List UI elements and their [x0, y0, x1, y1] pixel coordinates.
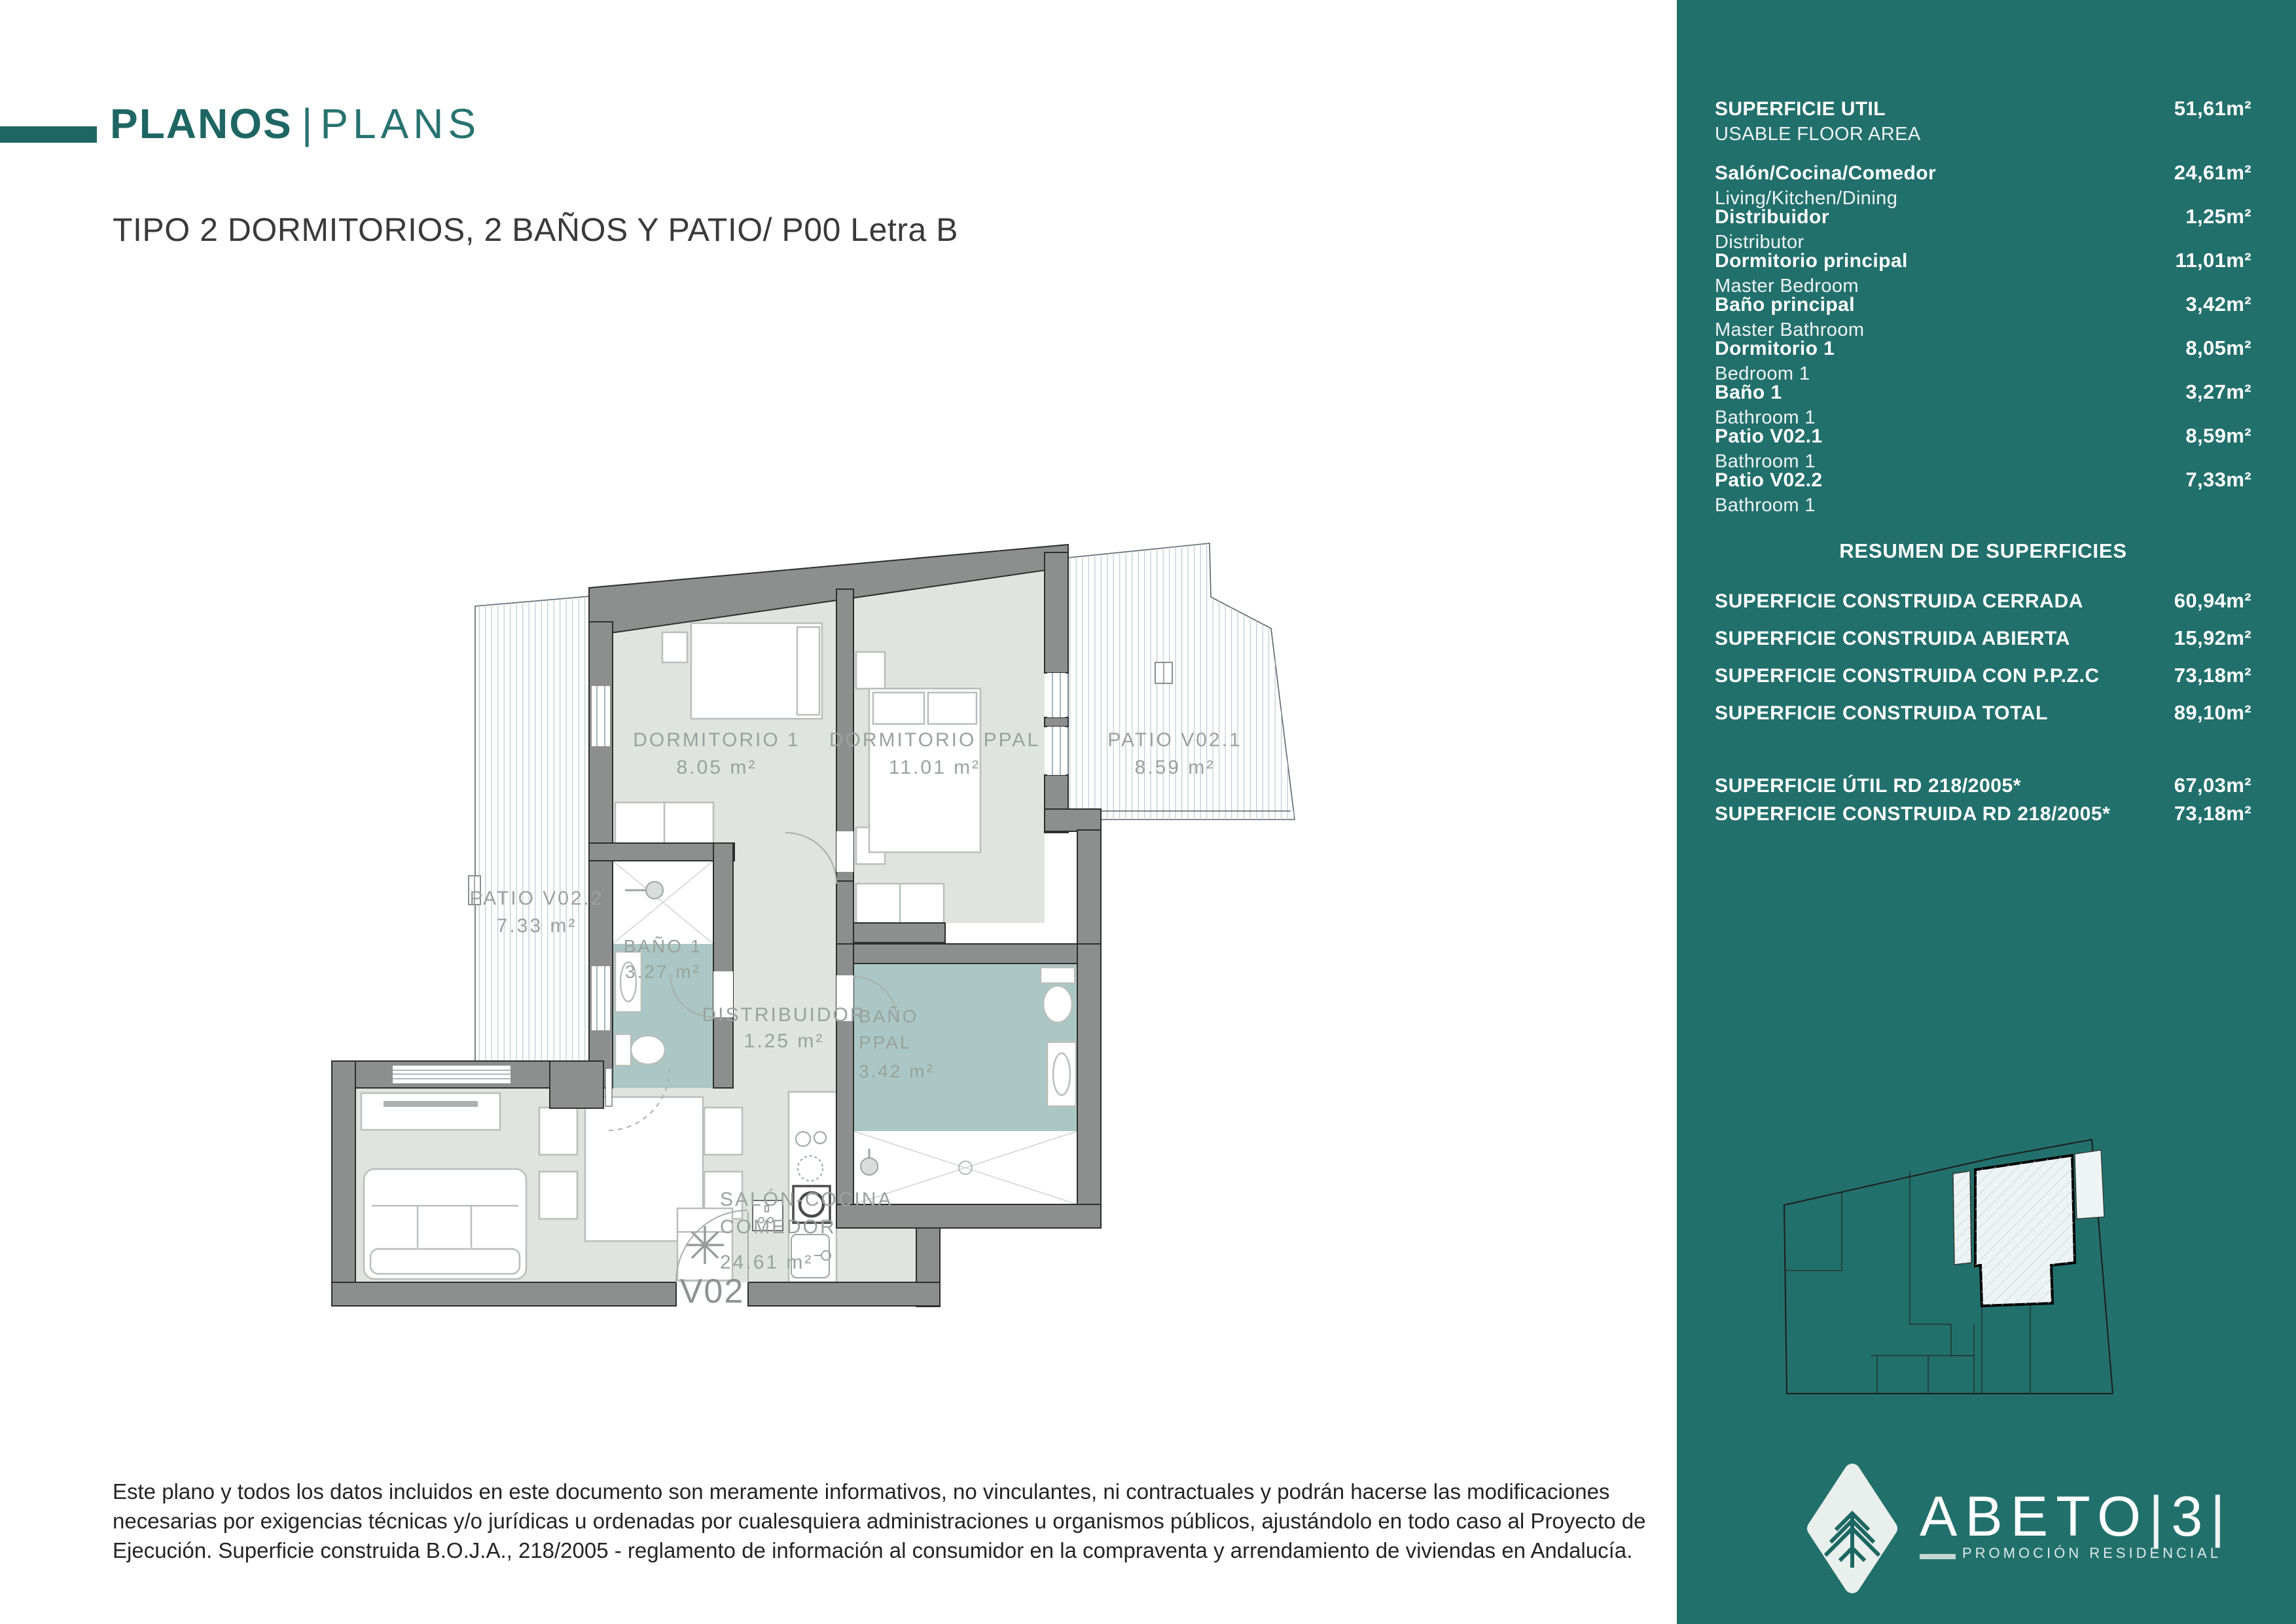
room-value: 3,42m²	[2185, 293, 2251, 316]
label-bano-1: BAÑO 1	[623, 936, 703, 956]
label-bano-ppal-area: 3.42 m²	[859, 1061, 935, 1081]
room-value: 1,25m²	[2185, 205, 2251, 228]
usable-area-sublabel: USABLE FLOOR AREA	[1715, 124, 1921, 145]
summary-value: 15,92m²	[2174, 626, 2251, 649]
room-sublabel: Master Bedroom	[1715, 276, 1859, 297]
shower-head-icon	[646, 882, 663, 899]
room-label: Salón/Cocina/Comedor	[1715, 162, 1937, 184]
room-sublabel: Bathroom 1	[1715, 451, 1816, 472]
room-value: 8,59m²	[2185, 424, 2251, 447]
room-label: Patio V02.1	[1715, 425, 1823, 447]
rd-label: SUPERFICIE ÚTIL RD 218/2005*	[1715, 775, 2022, 797]
logo-bar-2: |	[2210, 1485, 2233, 1548]
label-patio-v02-1: PATIO V02.1	[1107, 729, 1242, 751]
room-row	[1715, 293, 2251, 341]
logo-bar-1: |	[2148, 1485, 2172, 1548]
label-distribuidor-area: 1.25 m²	[744, 1030, 825, 1052]
label-patio-v02-2-area: 7.33 m²	[496, 915, 577, 937]
room-sublabel: Bathroom 1	[1715, 407, 1816, 428]
room-row	[1715, 380, 2251, 429]
summary-row	[1715, 626, 2251, 650]
room-row	[1715, 161, 2251, 209]
room-sublabel: Bathroom 1	[1715, 495, 1816, 516]
label-dormitorio-1-area: 8.05 m²	[676, 757, 757, 778]
disclaimer-line-3: Ejecución. Superficie construida B.O.J.A., 218/2005 - reglamento de información al consumidor en la compraventa y arrendamiento de viviendas en Andalucía.	[113, 1538, 1633, 1562]
room-sublabel: Bedroom 1	[1715, 363, 1810, 384]
floor-plan-svg	[196, 517, 1374, 1335]
sidebar	[1677, 0, 2296, 1624]
logo-brand: ABETO	[1920, 1485, 2149, 1548]
rd-label: SUPERFICIE CONSTRUIDA RD 218/2005*	[1715, 803, 2111, 825]
site-location-diagram	[1779, 1106, 2149, 1399]
room-value: 24,61m²	[2174, 161, 2251, 184]
label-salon-2: COMEDOR	[720, 1216, 836, 1238]
label-salon-area: 24.61 m²	[720, 1252, 814, 1273]
usable-area-row	[1715, 97, 2251, 145]
logo-rule	[1920, 1554, 1956, 1559]
room-value: 7,33m²	[2185, 468, 2251, 491]
label-window-v02: V02	[679, 1272, 745, 1310]
summary-title: RESUMEN DE SUPERFICIES	[1839, 539, 2127, 562]
room-sublabel: Living/Kitchen/Dining	[1715, 188, 1898, 209]
room-value: 11,01m²	[2175, 249, 2251, 272]
summary-label: SUPERFICIE CONSTRUIDA CERRADA	[1715, 590, 2083, 612]
logo-tagline: PROMOCIÓN RESIDENCIAL	[1962, 1545, 2221, 1561]
abeto-logo-text	[1920, 1485, 2233, 1549]
room-value: 3,27m²	[2185, 380, 2251, 403]
abeto-logo-icon	[1803, 1460, 1901, 1597]
room-distribuidor	[733, 861, 836, 1088]
summary-label: SUPERFICIE CONSTRUIDA TOTAL	[1715, 702, 2048, 724]
brand-accent-bar	[0, 126, 97, 143]
summary-label: SUPERFICIE CONSTRUIDA ABIERTA	[1715, 628, 2070, 649]
label-patio-v02-2: PATIO V02.2	[469, 888, 604, 909]
room-row	[1715, 249, 2251, 297]
label-dormitorio-ppal-area: 11.01 m²	[888, 757, 981, 778]
patio-v02-2	[469, 596, 597, 1061]
room-row	[1715, 336, 2251, 385]
label-bano-ppal-1: BAÑO	[859, 1006, 919, 1026]
summary-row	[1715, 664, 2251, 687]
page-title: TIPO 2 DORMITORIOS, 2 BAÑOS Y PATIO/ P00 Letra B	[113, 211, 958, 248]
summary-label: SUPERFICIE CONSTRUIDA CON P.P.Z.C	[1715, 665, 2100, 687]
label-salon-1: SALÓN-COCINA	[720, 1189, 893, 1210]
label-bano-ppal-2: PPAL	[859, 1032, 912, 1053]
room-label: Distribuidor	[1715, 206, 1829, 228]
rd-row	[1715, 802, 2251, 825]
label-dormitorio-1: DORMITORIO 1	[633, 729, 800, 751]
summary-value: 73,18m²	[2174, 664, 2251, 687]
room-sublabel: Distributor	[1715, 232, 1804, 253]
brand-plans: PLANS	[320, 100, 481, 147]
summary-value: 60,94m²	[2174, 589, 2251, 612]
label-dormitorio-ppal: DORMITORIO PPAL	[829, 729, 1041, 751]
room-row	[1715, 468, 2251, 516]
summary-value: 89,10m²	[2174, 701, 2251, 724]
room-label: Patio V02.2	[1715, 469, 1823, 491]
room-value: 8,05m²	[2185, 336, 2251, 359]
room-label: Baño 1	[1715, 382, 1782, 403]
label-patio-v02-1-area: 8.59 m²	[1134, 757, 1215, 778]
disclaimer-line-1: Este plano y todos los datos incluidos en este documento son meramente informativos, no vinculantes, ni contractuales y podrán hacerse las modificaciones	[113, 1479, 1610, 1504]
logo-number: 3	[2171, 1485, 2211, 1548]
room-label: Dormitorio 1	[1715, 338, 1835, 359]
room-row	[1715, 424, 2251, 473]
label-distribuidor: DISTRIBUIDOR	[702, 1004, 867, 1026]
room-label: Baño principal	[1715, 294, 1855, 316]
room-sublabel: Master Bathroom	[1715, 319, 1865, 340]
shower-head-icon	[861, 1158, 878, 1175]
label-bano-1-area: 3.27 m²	[625, 962, 701, 982]
rd-value: 67,03m²	[2174, 774, 2251, 797]
brand-separator: |	[301, 100, 314, 147]
disclaimer-line-2: necesarias por exigencias técnicas y/o jurídicas u ordenadas por cualesquiera administraciones u organismos públicos, ajustándolo en todo caso al Proyecto de	[113, 1509, 1646, 1533]
rd-value: 73,18m²	[2174, 802, 2251, 825]
room-row	[1715, 205, 2251, 253]
brand-planos: PLANOS	[110, 100, 293, 147]
floor-plan	[196, 517, 1374, 1335]
usable-area-value: 51,61m²	[2174, 97, 2251, 120]
disclaimer	[113, 1477, 1646, 1565]
site-patio-area	[2075, 1150, 2104, 1219]
usable-area-label: SUPERFICIE UTIL	[1715, 98, 1886, 120]
summary-row	[1715, 589, 2251, 613]
summary-row	[1715, 701, 2251, 725]
brand	[110, 99, 480, 148]
room-label: Dormitorio principal	[1715, 250, 1908, 272]
rd-row	[1715, 774, 2251, 797]
